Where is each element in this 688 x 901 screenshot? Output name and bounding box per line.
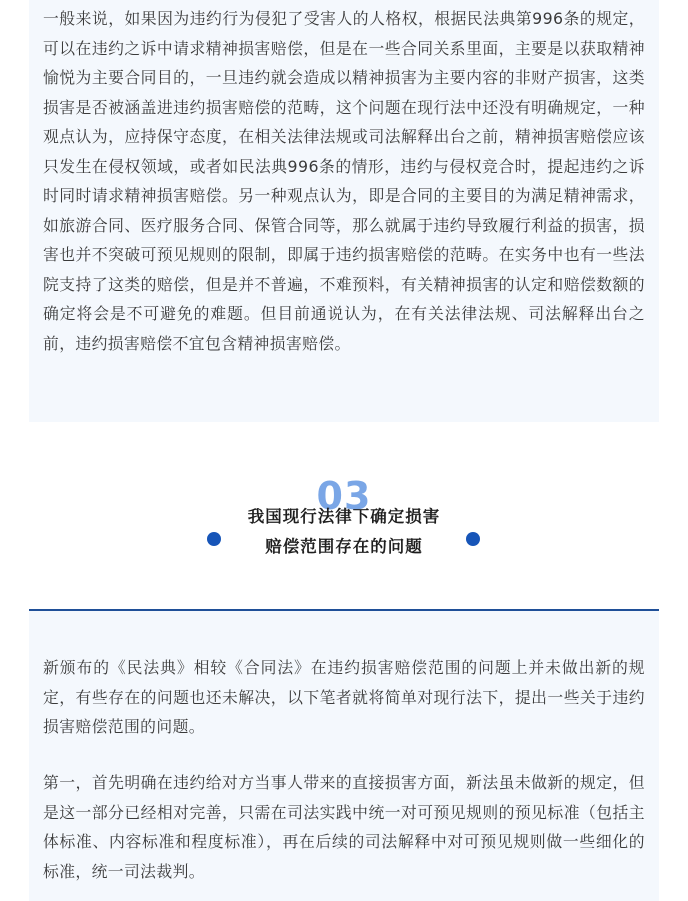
section-title-line1: 我国现行法律下确定损害 xyxy=(247,507,441,526)
content-panel-bottom xyxy=(29,611,659,901)
section-header xyxy=(0,470,688,570)
section-title-line2: 赔偿范围存在的问题 xyxy=(265,537,423,556)
paragraph-first-point: 第一，首先明确在违约给对方当事人带来的直接损害方面，新法虽未做新的规定，但是这一部分已经相对完善，只需在司法实践中统一对可预见规则的预见标准（包括主体标准、内容标准和程度标准），再在后续的司法解释中对可预见规则做一些细化的标准，统一司法裁判。 xyxy=(43,773,645,881)
section-title xyxy=(0,502,688,562)
decorative-dot-left xyxy=(207,532,221,546)
content-panel-top xyxy=(29,0,659,422)
decorative-dot-right xyxy=(466,532,480,546)
paragraph-intro: 新颁布的《民法典》相较《合同法》在违约损害赔偿范围的问题上并未做出新的规定，有些存在的问题也还未解决，以下笔者就将简单对现行法下，提出一些关于违约损害赔偿范围的问题。 xyxy=(43,658,645,736)
section-number: 03 xyxy=(316,474,372,518)
paragraph-moral-damages: 一般来说，如果因为违约行为侵犯了受害人的人格权，根据民法典第996条的规定，可以在违约之诉中请求精神损害赔偿，但是在一些合同关系里面，主要是以获取精神愉悦为主要合同目的，一旦违约就会造成以精神损害为主要内容的非财产损害，这类损害是否被涵盖进违约损害赔偿的范畴，这个问题在现行法中还没有明确规定，一种观点认为，应持保守态度，在相关法律法规或司法解释出台之前，精神损害赔偿应该只发生在侵权领域，或者如民法典996条的情形，违约与侵权竞合时，提起违约之诉时同时请求精神损害赔偿。另一种观点认为，即是合同的主要目的为满足精神需求，如旅游合同、医疗服务合同、保管合同等，那么就属于违约导致履行利益的损害，损害也并不突破可预见规则的限制，即属于违约损害赔偿的范畴。在实务中也有一些法院支持了这类的赔偿，但是并不普遍，不难预料，有关精神损害的认定和赔偿数额的确定将会是不可避免的难题。但目前通说认为，在有关法律法规、司法解释出台之前，违约损害赔偿不宜包含精神损害赔偿。 xyxy=(43,9,645,353)
